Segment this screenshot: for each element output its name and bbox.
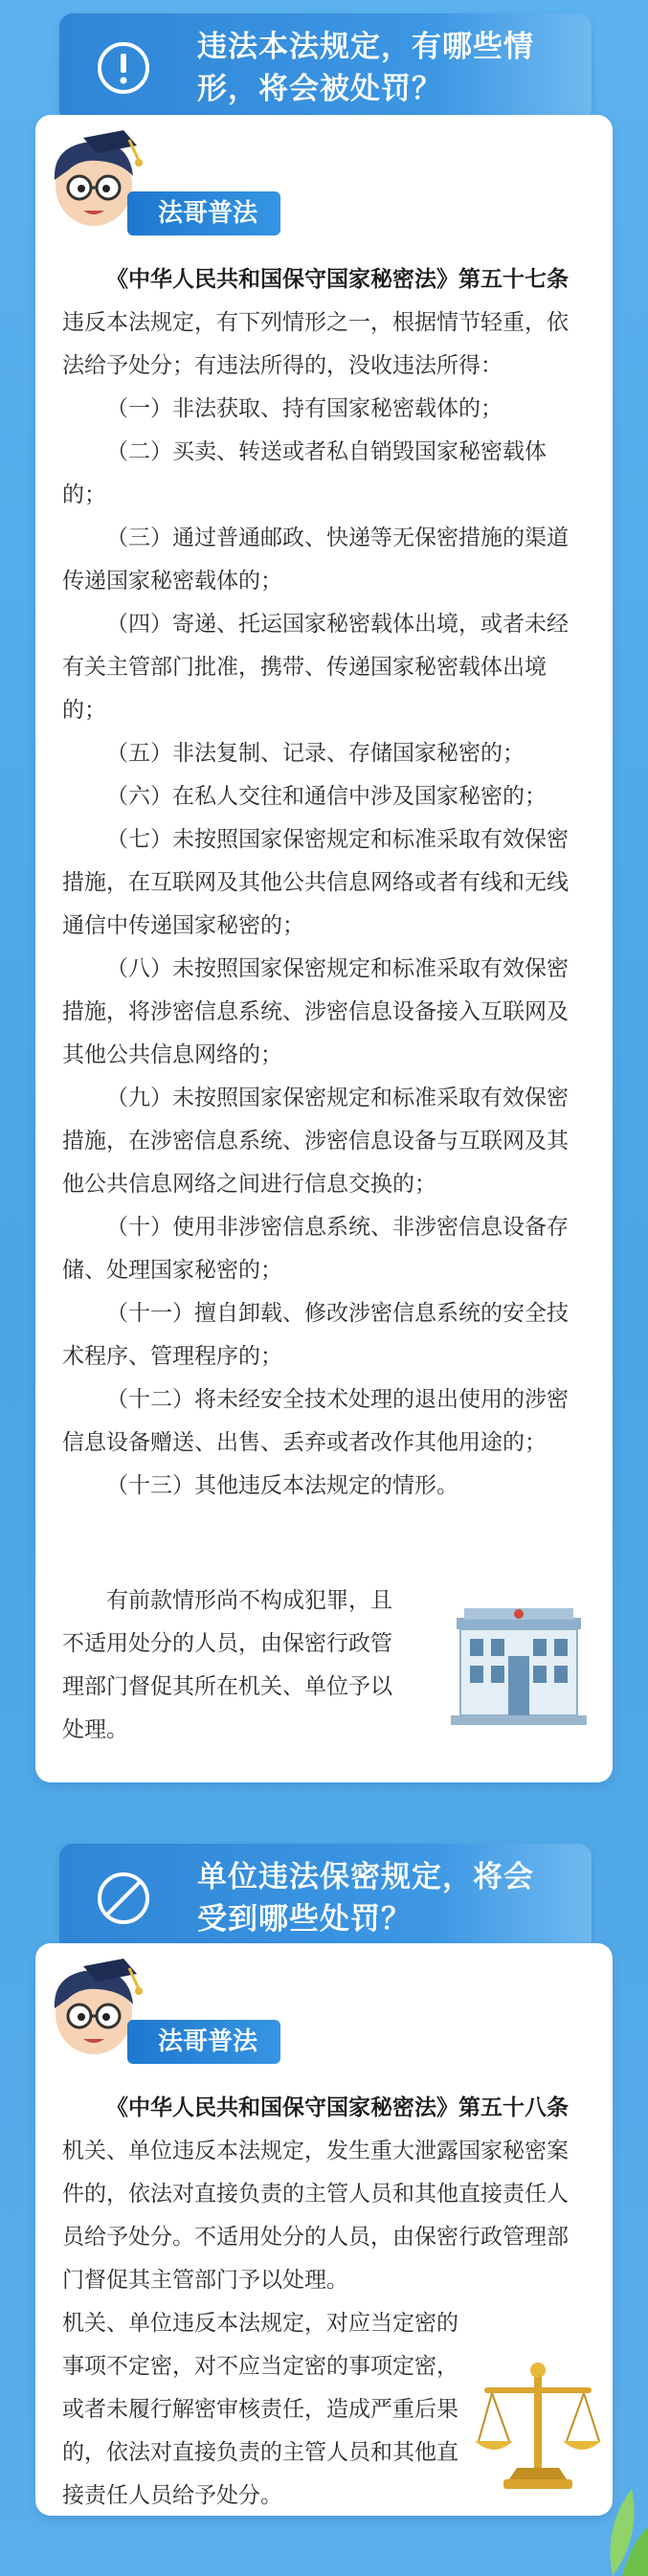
section2-text: 机关、单位违反本法规定，发生重大泄露国家秘密案件的，依法对直接负责的主管人员和其他直接责任人员给予处分。不适用处分的人员，由保密行政管理部门督促其主管部门予以处理。: [62, 2139, 569, 2293]
section2-law-ref: 《中华人民共和国保守国家秘密法》第五十八条: [106, 2095, 569, 2120]
section2-header: [59, 1844, 592, 1953]
list-item: （九）未按照国家保密规定和标准采取有效保密措施，在涉密信息系统、涉密信息设备与互联网及其他公共信息网络之间进行信息交换的；: [62, 1086, 569, 1197]
list-item: （十二）将未经安全技术处理的退出使用的涉密信息设备赠送、出售、丢弃或者改作其他用途的；: [62, 1387, 569, 1455]
section1-body: [62, 258, 589, 1508]
list-item: （五）非法复制、记录、存储国家秘密的；: [106, 741, 525, 766]
list-item: （八）未按照国家保密规定和标准采取有效保密措施，将涉密信息系统、涉密信息设备接入互联网及其他公共信息网络的；: [62, 956, 569, 1067]
exclamation-icon: [96, 40, 151, 96]
leaf-decoration-icon: [574, 2451, 648, 2576]
section1-intro-paragraph: [62, 258, 589, 388]
list-item: （七）未按照国家保密规定和标准采取有效保密措施，在互联网及其他公共信息网络或者有线和无线通信中传递国家秘密的；: [62, 827, 569, 938]
section1-badge: 法哥普法: [127, 191, 280, 235]
section2-text2: 机关、单位违反本法规定，对应当定密的事项不定密，对不应当定密的事项定密，或者未履行解密审核责任，造成严重后果的，依法对直接负责的主管人员和其他直接责任人员给予处分。: [62, 2311, 458, 2508]
list-item: （十一）擅自卸载、修改涉密信息系统的安全技术程序、管理程序的；: [62, 1301, 569, 1369]
list-item: （四）寄递、托运国家秘密载体出境，或者未经有关主管部门批准，携带、传递国家秘密载体出境的；: [62, 612, 569, 723]
government-building-icon: [447, 1599, 591, 1733]
list-item: （二）买卖、转送或者私自销毁国家秘密载体的；: [62, 439, 547, 507]
section1-law-ref: 《中华人民共和国保守国家秘密法》第五十七条: [106, 267, 569, 292]
list-item: （十）使用非涉密信息系统、非涉密信息设备存储、处理国家秘密的；: [62, 1215, 569, 1283]
section2-paragraph: [62, 2087, 589, 2302]
section1-intro: 违反本法规定，有下列情形之一，根据情节轻重，依法给予处分；有违法所得的，没收违法所得：: [62, 310, 569, 378]
section2-badge: 法哥普法: [127, 2020, 280, 2064]
section1-card: [35, 115, 613, 1782]
list-item: （一）非法获取、持有国家秘密载体的；: [106, 396, 503, 421]
prohibited-icon: [96, 1870, 151, 1926]
section1-title: 违法本法规定，有哪些情形，将会被处罚？: [197, 30, 534, 106]
list-item: （三）通过普通邮政、快递等无保密措施的渠道传递国家秘密载体的；: [62, 526, 569, 594]
section2-card: [35, 1943, 613, 2516]
section1-header: [59, 13, 592, 123]
section1-closing: 有前款情形尚不构成犯罪，且不适用处分的人员，由保密行政管理部门督促其所在机关、单位予以处理。: [62, 1588, 392, 1742]
section2-title: 单位违法保密规定，将会受到哪些处罚？: [197, 1860, 534, 1937]
list-item: （六）在私人交往和通信中涉及国家秘密的；: [106, 784, 547, 809]
list-item: （十三）其他违反本法规定的情形。: [106, 1473, 458, 1498]
